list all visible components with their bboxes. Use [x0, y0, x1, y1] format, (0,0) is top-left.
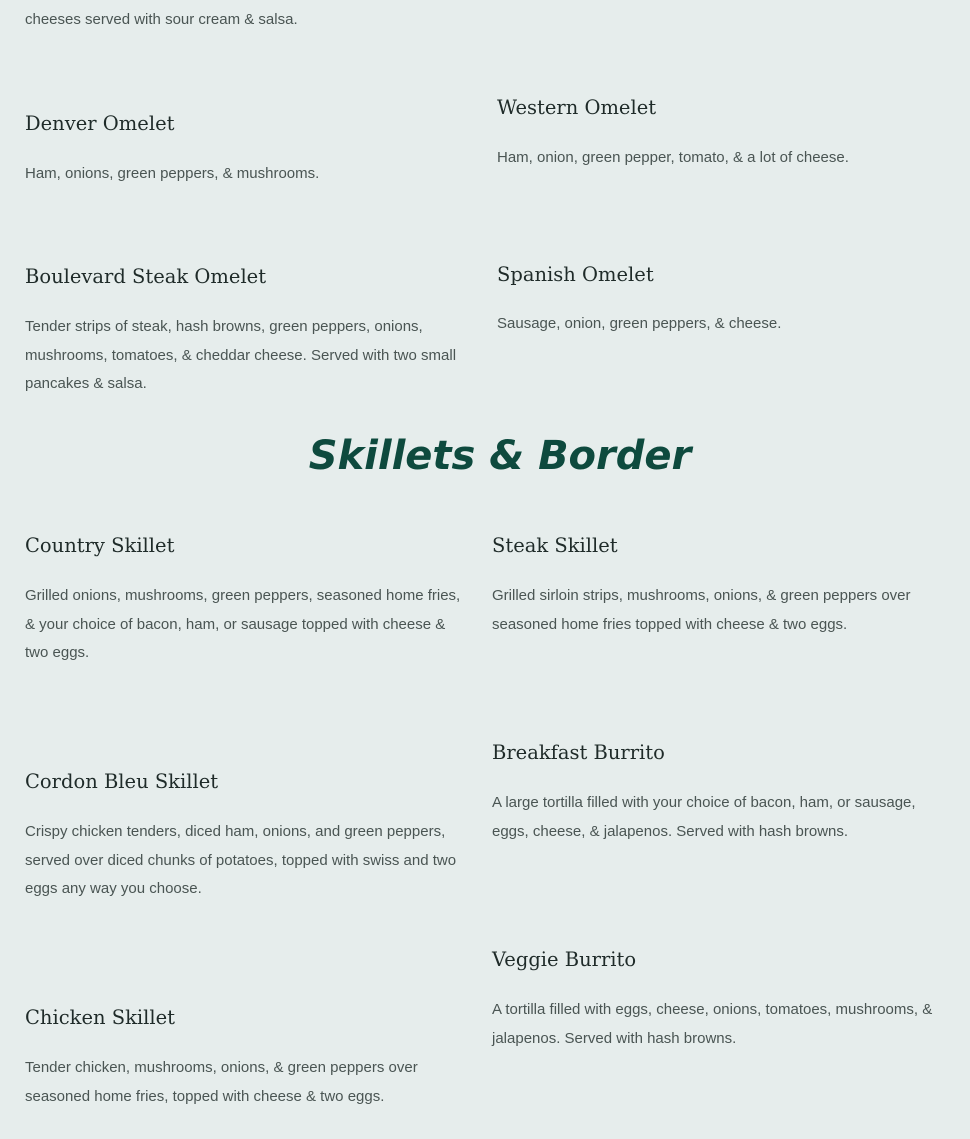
item-title: Steak Skillet — [492, 534, 618, 557]
menu-item-spanish-omelet — [497, 263, 947, 332]
item-description: Crispy chicken tenders, diced ham, onions, and green peppers, served over diced chunks of potatoes, topped with swiss and two eggs any way you choose. — [25, 823, 457, 897]
item-title: Chicken Skillet — [25, 1006, 176, 1029]
item-description: Ham, onions, green peppers, & mushrooms. — [25, 165, 320, 182]
menu-item-veggie-burrito — [492, 948, 942, 1047]
menu-item-cordon-bleu-skillet — [25, 770, 465, 897]
menu-item-boulevard-steak-omelet — [25, 265, 465, 392]
item-title: Country Skillet — [25, 534, 175, 557]
item-description: A tortilla filled with eggs, cheese, onions, tomatoes, mushrooms, & jalapenos. Served with hash browns. — [492, 1001, 933, 1047]
item-title: Denver Omelet — [25, 112, 175, 135]
menu-item-breakfast-burrito — [492, 741, 937, 840]
item-title: Cordon Bleu Skillet — [25, 770, 219, 793]
item-description: Tender strips of steak, hash browns, green peppers, onions, mushrooms, tomatoes, & cheddar cheese. Served with two small pancakes & salsa. — [25, 318, 457, 392]
section-title-skillets: Skillets & Border — [308, 433, 692, 479]
item-description: Grilled sirloin strips, mushrooms, onions, & green peppers over seasoned home fries topped with cheese & two eggs. — [492, 587, 911, 633]
item-title: Western Omelet — [497, 96, 657, 119]
item-description: Ham, onion, green pepper, tomato, & a lot of cheese. — [497, 149, 849, 166]
item-description: Grilled onions, mushrooms, green peppers, seasoned home fries, & your choice of bacon, ham, or sausage topped with cheese & two eggs. — [25, 587, 461, 661]
item-title: Spanish Omelet — [497, 263, 654, 286]
item-description: A large tortilla filled with your choice of bacon, ham, or sausage, eggs, cheese, & jalapenos. Served with hash browns. — [492, 794, 916, 840]
menu-item-steak-skillet — [492, 534, 937, 633]
item-title: Breakfast Burrito — [492, 741, 665, 764]
menu-item-chicken-skillet — [25, 1006, 465, 1105]
previous-item-description-fragment: cheeses served with sour cream & salsa. — [25, 11, 298, 28]
item-title: Boulevard Steak Omelet — [25, 265, 267, 288]
menu-item-denver-omelet — [25, 112, 465, 182]
menu-item-western-omelet — [497, 96, 947, 166]
menu-item-country-skillet — [25, 534, 465, 661]
item-title: Veggie Burrito — [492, 948, 637, 971]
item-description: Tender chicken, mushrooms, onions, & green peppers over seasoned home fries, topped with cheese & two eggs. — [25, 1059, 418, 1105]
item-description: Sausage, onion, green peppers, & cheese. — [497, 315, 782, 332]
